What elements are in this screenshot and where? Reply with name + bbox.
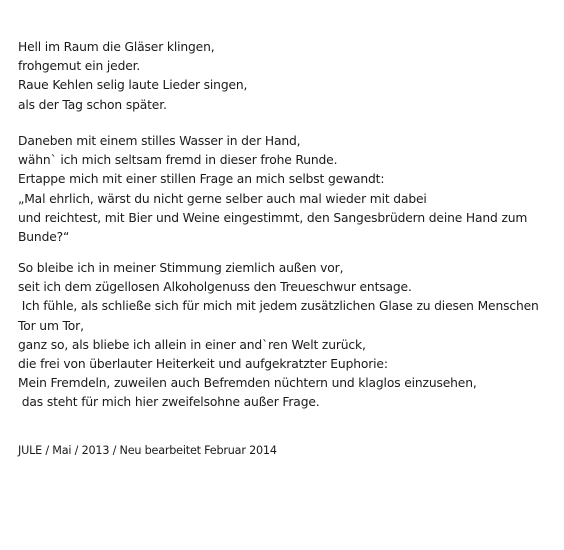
poem-line: Bunde?“ — [18, 229, 70, 244]
poem-line: die frei von überlauter Heiterkeit und aufgekratzter Euphorie: — [18, 356, 388, 371]
poem-line: Daneben mit einem stilles Wasser in der Hand, — [18, 134, 301, 148]
poem-line: das steht für mich hier zweifelsohne außer Frage. — [18, 395, 320, 410]
poem-line: Ich fühle, als schließe sich für mich mit jedem zusätzlichen Glase zu diesen Menschen — [18, 299, 539, 314]
poem-line: wähn` ich mich seltsam fremd in dieser frohe Runde. — [18, 153, 338, 168]
poem-line: Mein Fremdeln, zuweilen auch Befremden nüchtern und klaglos einzusehen, — [18, 376, 477, 391]
poem-line: Raue Kehlen selig laute Lieder singen, — [18, 78, 248, 93]
poem-stanza-1 — [18, 38, 558, 115]
poem-line: frohgemut ein jeder. — [18, 59, 141, 74]
poem-line: So bleibe ich in meiner Stimmung ziemlich außen vor, — [18, 261, 344, 275]
poem-stanza-2 — [18, 132, 558, 247]
poem-line: Tor um Tor, — [18, 318, 84, 333]
poem-line: seit ich dem zügellosen Alkoholgenuss den Treueschwur entsage. — [18, 280, 412, 295]
poem-stanza-3 — [18, 259, 558, 413]
poem-line: als der Tag schon später. — [18, 97, 167, 112]
poem-line: und reichtest, mit Bier und Weine eingestimmt, den Sangesbrüdern deine Hand zum — [18, 210, 528, 225]
poem-line: Hell im Raum die Gläser klingen, — [18, 40, 215, 54]
poem-line: „Mal ehrlich, wärst du nicht gerne selber auch mal wieder mit dabei — [18, 191, 427, 206]
author-signature: JULE / Mai / 2013 / Neu bearbeitet Februar 2014 — [18, 444, 277, 457]
signature-block — [18, 441, 558, 460]
poem-line: ganz so, als bliebe ich allein in einer and`ren Welt zurück, — [18, 337, 366, 352]
poem-line: Ertappe mich mit einer stillen Frage an mich selbst gewandt: — [18, 172, 385, 187]
